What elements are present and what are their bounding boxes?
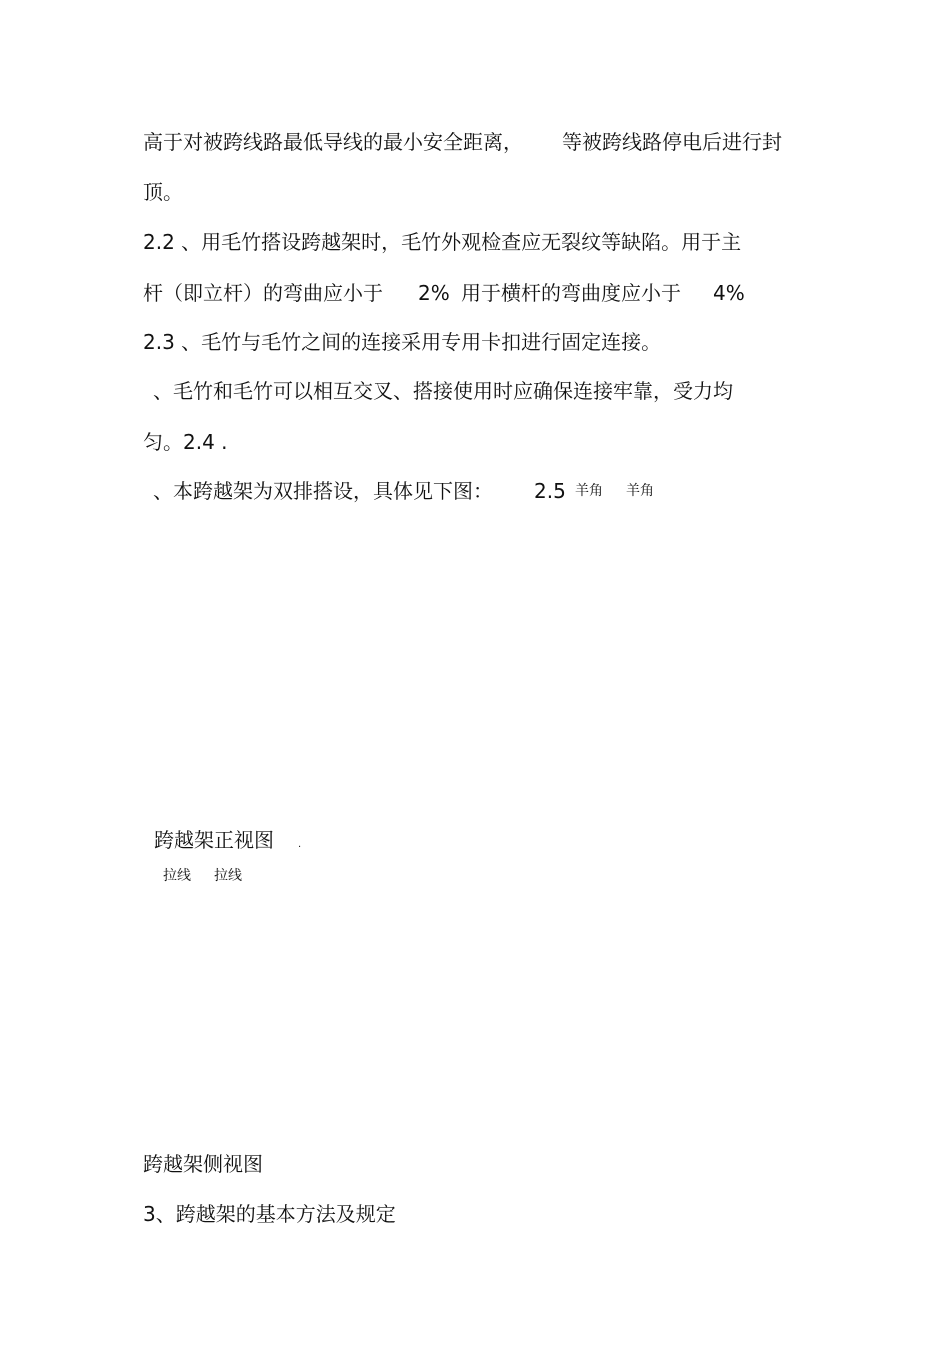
item-2-2-line-2d: 4%	[713, 281, 745, 305]
item-2-4-line-1: 、毛竹和毛竹可以相互交叉、搭接使用时应确保连接牢靠，受力均	[153, 379, 733, 403]
figure-label-laxian-2: 拉线	[214, 868, 242, 884]
figure-side-caption: 跨越架侧视图	[143, 1152, 263, 1176]
item-2-5-number: 2.5	[534, 479, 566, 503]
item-2-2-line-1: 2.2 、用毛竹搭设跨越架时，毛竹外观检查应无裂纹等缺陷。用于主	[143, 230, 742, 254]
item-2-5-line-1: 、本跨越架为双排搭设，具体见下图：	[153, 479, 493, 503]
paragraph-1-line-1b: 等被跨线路停电后进行封	[562, 130, 782, 154]
figure-label-yangjiao-2: 羊角	[626, 483, 654, 499]
figure-label-laxian-1: 拉线	[163, 868, 191, 884]
paragraph-1-line-1a: 高于对被跨线路最低导线的最小安全距离，	[143, 130, 523, 154]
item-2-3-line-1: 2.3 、毛竹与毛竹之间的连接采用专用卡扣进行固定连接。	[143, 330, 662, 354]
item-2-2-line-2a: 杆（即立杆）的弯曲应小于	[143, 281, 383, 305]
section-3-heading: 3、跨越架的基本方法及规定	[143, 1202, 396, 1226]
item-2-2-line-2b: 2%	[418, 281, 450, 305]
item-2-2-line-2c: 用于横杆的弯曲度应小于	[461, 281, 681, 305]
item-2-4-line-2: 匀。2.4 .	[143, 430, 228, 454]
figure-front-mark: .	[298, 839, 302, 850]
paragraph-1-line-2: 顶。	[143, 180, 183, 204]
figure-label-yangjiao-1: 羊角	[575, 483, 603, 499]
figure-front-caption: 跨越架正视图	[154, 828, 274, 852]
